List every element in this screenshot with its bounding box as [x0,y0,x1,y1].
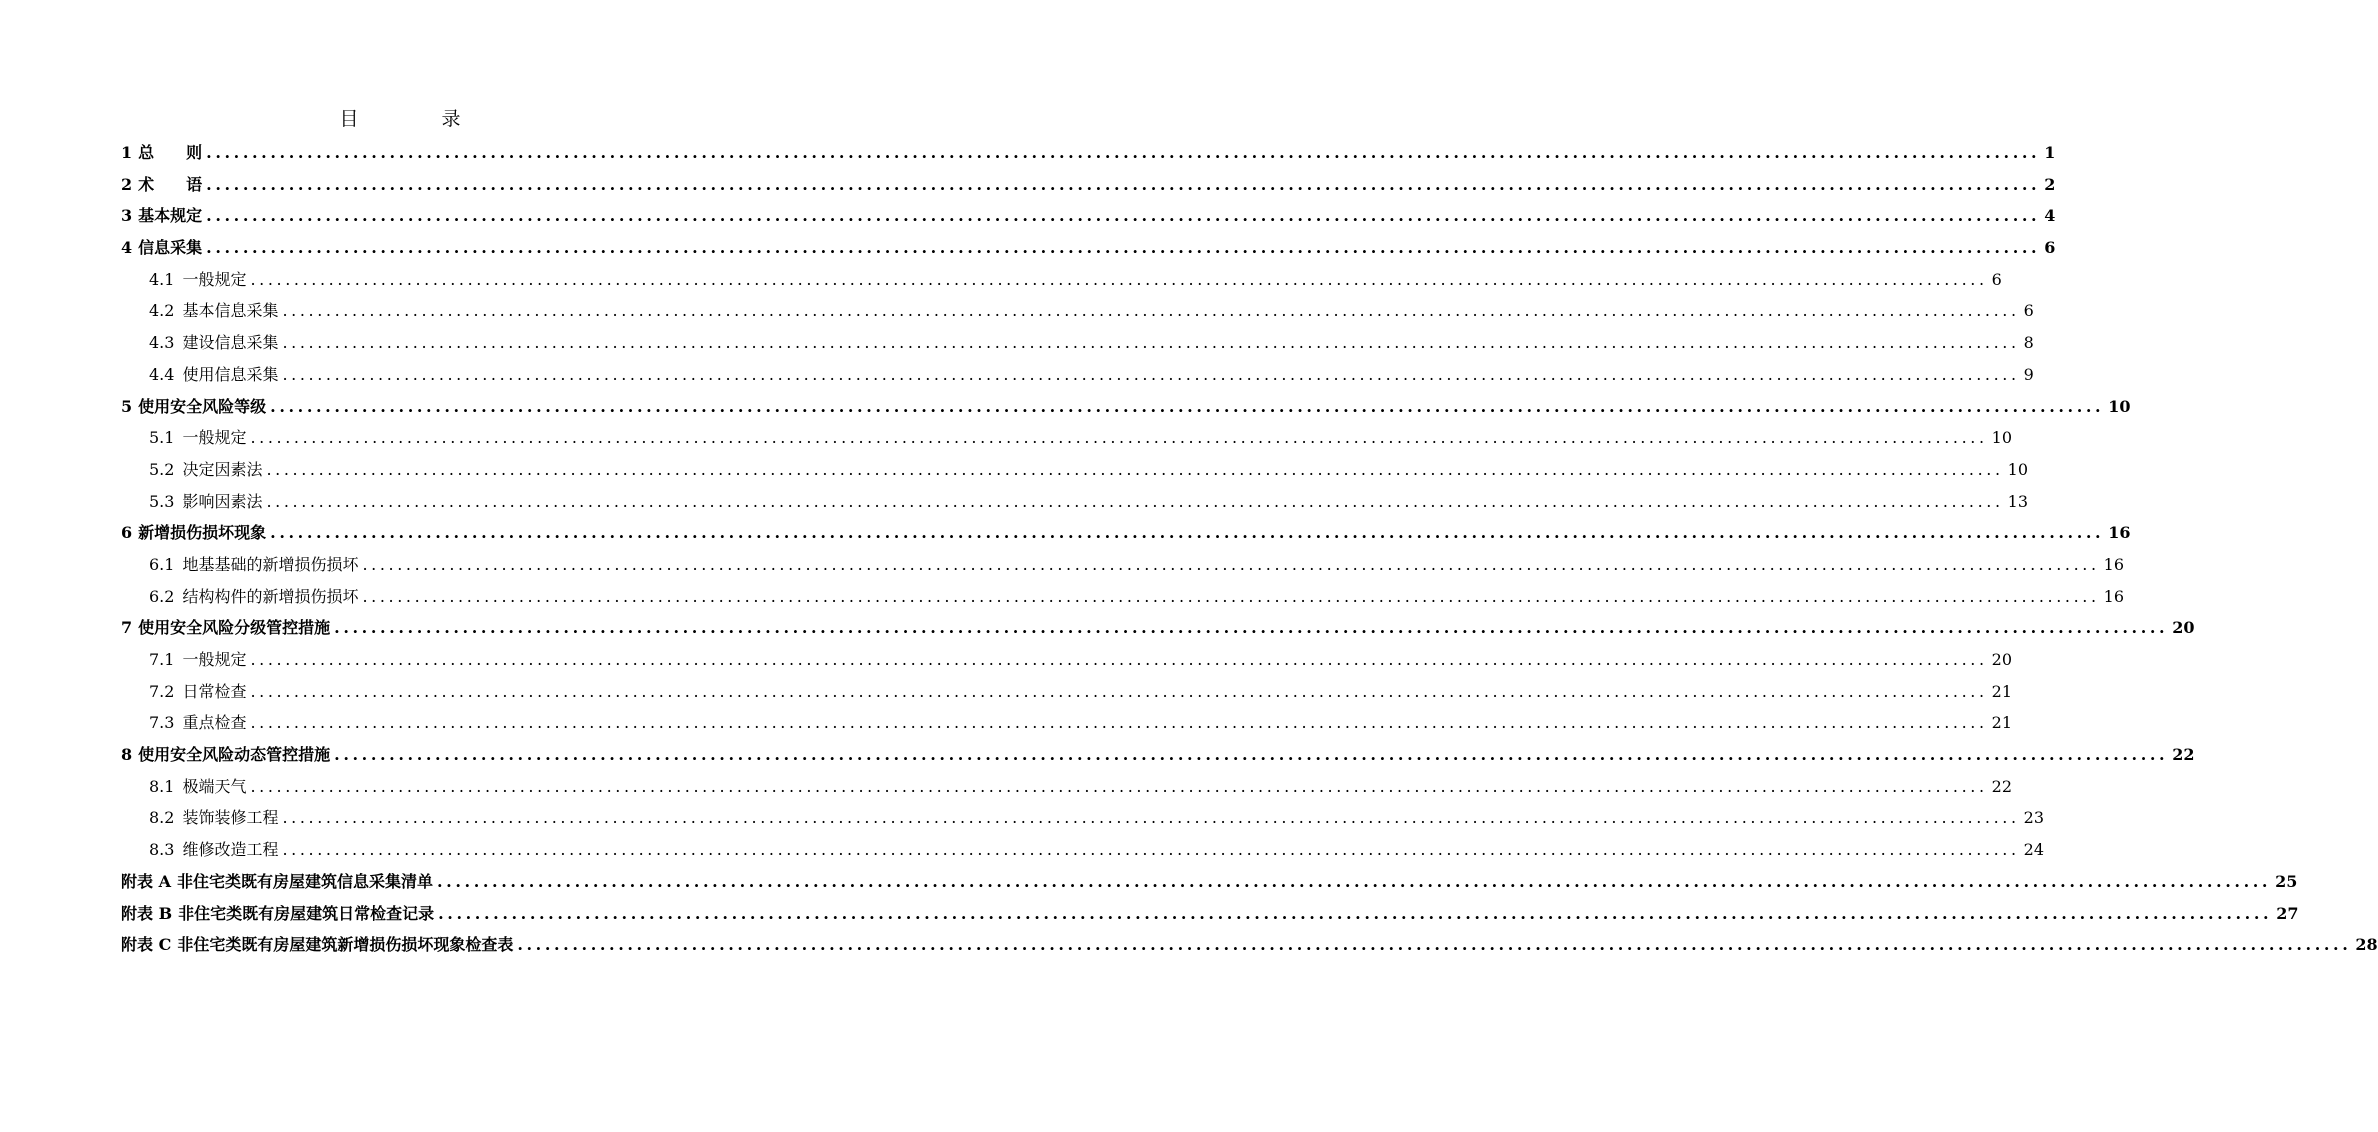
toc-entry-title [121,141,202,165]
toc-entry[interactable] [121,204,2056,236]
toc-entry[interactable] [121,331,2034,363]
toc-entry[interactable] [121,870,2298,902]
toc-entry-number: 4.4 [149,364,175,384]
toc-page-number: 4 [2044,206,2056,226]
toc-entry-label: 一般规定 [182,428,247,448]
toc-entry[interactable] [121,616,2195,648]
toc-leader-dots: ........................................................................................................................................................................................................ [362,586,2100,606]
toc-entry-label: 非住宅类既有房屋建筑信息采集清单 [177,871,434,891]
toc-entry[interactable] [121,141,2056,173]
toc-entry[interactable] [121,775,2013,807]
toc-entry[interactable] [121,743,2195,775]
toc-leader-dots: ........................................................................................................................................................................................................ [282,840,2020,860]
toc-entry-title [149,775,246,799]
toc-entry-number: 7.1 [149,650,175,669]
toc-leader-dots: ........................................................................................................................................................................................................ [282,364,2020,384]
toc-entry-number: 附表 B [121,903,173,923]
toc-page-number: 13 [2007,491,2029,511]
toc-entry-title [121,933,513,957]
toc-entry-title [149,426,246,450]
toc-leader-dots: ........................................................................................................................................................................................................ [517,935,2352,955]
toc-entry[interactable] [121,521,2131,553]
toc-entry-label: 非住宅类既有房屋建筑新增损伤损坏现象检查表 [177,935,514,955]
toc-page-number: 10 [2007,459,2029,479]
toc-entry-label: 决定因素法 [182,459,263,479]
toc-page-number: 24 [2023,840,2045,860]
toc-page-number: 16 [2103,554,2125,574]
toc-entry-number: 6 [121,523,133,543]
toc-entry-number: 附表 C [121,935,172,955]
toc-entry-label: 重点检查 [182,713,247,733]
toc-entry-number: 3 [121,206,133,226]
toc-page-number: 6 [2044,238,2056,258]
toc-page-number: 8 [2023,333,2034,353]
toc-entry[interactable] [121,648,2013,680]
toc-entry-label: 基本信息采集 [182,301,279,321]
toc-page-number: 21 [1991,681,2013,701]
toc-entry-label: 术 语 [138,174,203,194]
toc-entry-label: 极端天气 [182,776,247,796]
toc-page-number: 1 [2044,143,2056,162]
toc-page-number: 10 [2108,396,2131,416]
toc-entry-label: 维修改造工程 [182,840,279,860]
toc-page-number: 20 [1991,650,2013,669]
toc-entry-title [121,173,202,197]
toc-leader-dots: ........................................................................................................................................................................................................ [250,269,1988,289]
toc-entry-label: 日常检查 [182,681,247,701]
toc-entry-title [149,363,278,387]
toc-entry-number: 8.1 [149,776,175,796]
toc-leader-dots: ........................................................................................................................................................................................................ [437,871,2272,891]
toc-entry-label: 一般规定 [182,650,247,669]
toc-entry-number: 附表 A [121,871,171,891]
toc-entry-number: 8 [121,745,133,765]
toc-entry-number: 7.3 [149,713,175,733]
toc-entry-title [149,458,262,482]
toc-entry[interactable] [121,585,2125,617]
toc-entry-title [149,806,278,830]
toc-entry[interactable] [121,806,2045,838]
toc-leader-dots: ........................................................................................................................................................................................................ [206,206,2041,226]
toc-page-number: 9 [2023,364,2034,384]
toc-entry-label: 使用安全风险等级 [138,396,267,416]
toc-entry-title [149,585,358,609]
toc-entry-title [121,395,266,419]
toc-leader-dots: ........................................................................................................................................................................................................ [282,333,2020,353]
toc-entry-label: 地基基础的新增损伤损坏 [182,554,359,574]
toc-leader-dots: ........................................................................................................................................................................................................ [206,174,2041,194]
toc-entry[interactable] [121,363,2034,395]
toc-entry-label: 总 则 [138,143,203,162]
toc-page-number: 6 [1991,269,2002,289]
toc-entry-title [121,204,202,228]
toc-entry-label: 使用安全风险动态管控措施 [138,745,331,765]
toc-leader-dots: ........................................................................................................................................................................................................ [250,713,1988,733]
toc-entry[interactable] [121,933,2378,965]
toc-entry[interactable] [121,902,2299,934]
toc-entry-label: 非住宅类既有房屋建筑日常检查记录 [178,903,435,923]
toc-leader-dots: ........................................................................................................................................................................................................ [250,776,1988,796]
toc-entry-title [149,680,246,704]
toc-leader-dots: ........................................................................................................................................................................................................ [266,459,2004,479]
toc-page-number: 10 [1991,428,2013,448]
toc-leader-dots: ........................................................................................................................................................................................................ [250,681,1988,701]
toc-entry-number: 4.1 [149,269,175,289]
toc-leader-dots: ........................................................................................................................................................................................................ [334,618,2169,638]
toc-entry-title [121,521,266,545]
toc-entry-label: 新增损伤损坏现象 [138,523,267,543]
toc-leader-dots: ........................................................................................................................................................................................................ [282,301,2020,321]
toc-page-number: 23 [2023,808,2045,828]
toc-entry-label: 信息采集 [138,238,203,258]
toc-entry[interactable] [121,236,2056,268]
toc-entry-title [149,299,278,323]
toc-page-number: 22 [1991,776,2013,796]
toc-page-number: 22 [2172,745,2195,765]
toc-entry-title [121,743,330,767]
toc-entry-number: 8.2 [149,808,175,828]
toc-entry-number: 2 [121,174,133,194]
toc-entry-number: 6.2 [149,586,175,606]
toc-entry-number: 4.2 [149,301,175,321]
toc-leader-dots: ........................................................................................................................................................................................................ [206,238,2041,258]
table-of-contents [121,141,2378,965]
toc-page-number: 6 [2023,301,2034,321]
toc-entry-title [149,838,278,862]
toc-leader-dots: ........................................................................................................................................................................................................ [270,523,2105,543]
toc-entry[interactable] [121,490,2029,522]
toc-entry-label: 装饰装修工程 [182,808,279,828]
toc-entry[interactable] [121,426,2013,458]
toc-entry-number: 4.3 [149,333,175,353]
toc-entry-title [149,553,358,577]
toc-entry-number: 5.3 [149,491,175,511]
page-title: 目 录 [339,108,493,130]
toc-page-number: 28 [2355,935,2378,955]
toc-entry-number: 8.3 [149,840,175,860]
toc-entry-title [121,902,434,926]
toc-entry[interactable] [121,680,2013,712]
toc-entry-label: 影响因素法 [182,491,263,511]
toc-leader-dots: ........................................................................................................................................................................................................ [362,554,2100,574]
toc-entry[interactable] [121,838,2045,870]
toc-entry-title [121,236,202,260]
toc-entry[interactable] [121,299,2034,331]
toc-leader-dots: ........................................................................................................................................................................................................ [206,143,2041,162]
toc-leader-dots: ........................................................................................................................................................................................................ [250,428,1988,448]
toc-entry-label: 使用信息采集 [182,364,279,384]
toc-entry-title [121,870,433,894]
toc-entry-label: 结构构件的新增损伤损坏 [182,586,359,606]
toc-entry-number: 5 [121,396,133,416]
toc-entry-title [149,490,262,514]
toc-entry[interactable] [121,395,2131,427]
toc-entry-title [121,616,330,640]
toc-entry-number: 5.2 [149,459,175,479]
toc-entry[interactable] [121,268,2002,300]
toc-page-number: 16 [2108,523,2131,543]
toc-page-number: 16 [2103,586,2125,606]
toc-page-number: 25 [2275,871,2298,891]
toc-entry[interactable] [121,553,2125,585]
toc-leader-dots: ........................................................................................................................................................................................................ [250,650,1988,669]
toc-entry-title [149,648,246,672]
toc-page-number: 2 [2044,174,2056,194]
toc-leader-dots: ........................................................................................................................................................................................................ [266,491,2004,511]
toc-entry[interactable] [121,458,2029,490]
toc-leader-dots: ........................................................................................................................................................................................................ [270,396,2105,416]
toc-page-number: 27 [2276,903,2299,923]
toc-entry-number: 6.1 [149,554,175,574]
toc-leader-dots: ........................................................................................................................................................................................................ [282,808,2020,828]
toc-page-number: 20 [2172,618,2195,638]
toc-entry-title [149,331,278,355]
toc-entry-number: 5.1 [149,428,175,448]
toc-entry-number: 4 [121,238,133,258]
toc-entry-label: 建设信息采集 [182,333,279,353]
toc-leader-dots: ........................................................................................................................................................................................................ [438,903,2273,923]
toc-entry[interactable] [121,173,2056,205]
toc-entry-number: 7.2 [149,681,175,701]
toc-entry-title [149,711,246,735]
toc-entry-number: 1 [121,143,133,162]
toc-entry-number: 7 [121,618,133,638]
toc-entry-label: 使用安全风险分级管控措施 [138,618,331,638]
toc-page-number: 21 [1991,713,2013,733]
toc-entry-label: 基本规定 [138,206,203,226]
toc-entry-title [149,268,246,292]
toc-leader-dots: ........................................................................................................................................................................................................ [334,745,2169,765]
toc-entry[interactable] [121,711,2013,743]
toc-entry-label: 一般规定 [182,269,247,289]
